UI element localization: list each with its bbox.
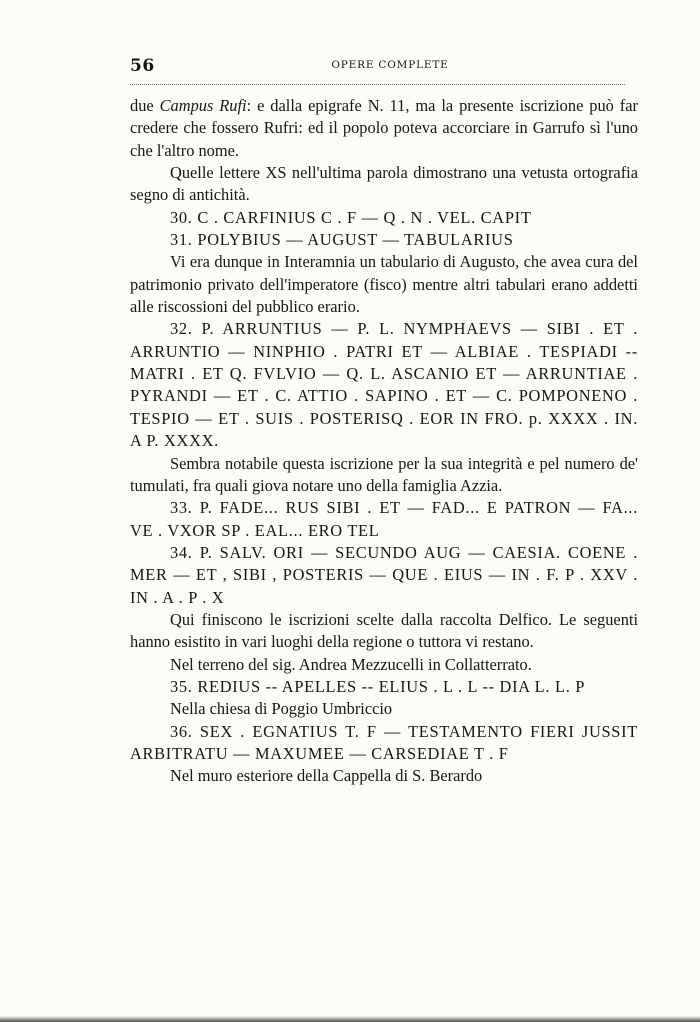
inscription-34: 34. P. SALV. ORI — SECUNDO AUG — CAESIA. COENE . MER — ET , SIBI , POSTERIS — QUE . EIUS — IN . F. P . XXV . IN . A . P . X bbox=[130, 542, 638, 607]
page-number: 56 bbox=[130, 56, 155, 76]
italic-phrase: Campus Rufi bbox=[159, 96, 247, 115]
inscription-33: 33. P. FADE... RUS SIBI . ET — FAD... E PATRON — FA... VE . VXOR SP . EAL... ERO TEL bbox=[130, 498, 638, 540]
running-title: OPERE COMPLETE bbox=[331, 59, 449, 71]
inscription-36: 36. SEX . EGNATIUS T. F — TESTAMENTO FIERI JUSSIT ARBITRATU — MAXUMEE — CARSEDIAE T . F bbox=[130, 721, 638, 763]
paragraph-campus-rufi: due Campus Rufi: e dalla epigrafe N. 11, ma la presente iscrizione può far credere che fossero Rufri: ed il popolo poteva accorciare in Garrufo sì l'uno che l'altro nome. bbox=[130, 96, 638, 160]
scan-bottom-edge bbox=[0, 1016, 700, 1022]
page-header bbox=[130, 56, 630, 80]
paragraph-delfico: Qui finiscono le iscrizioni scelte dalla raccolta Delfico. Le seguenti hanno esistito in vari luoghi della regione o tuttora vi restano. bbox=[130, 609, 638, 652]
inscription-32: 32. P. ARRUNTIUS — P. L. NYMPHAEVS — SIBI . ET . ARRUNTIO — NINPHIO . PATRI ET — ALBIAE . TESPIADI -- MATRI . ET Q. FVLVIO — Q. L. ASCANIO ET — ARRUNTIAE . PYRANDI — ET . C. ATTIO . SAPINO . ET — C. POMPONENO . TESPIO — ET . SUIS . POSTERISQ . EOR IN FRO. p. XXXX . IN. A P. XXXX. bbox=[130, 319, 638, 451]
paragraph-xs-letters: Quelle lettere XS nell'ultima parola dimostrano una vetusta ortografia segno di antichità. bbox=[130, 163, 638, 205]
inscription-35: 35. REDIUS -- APELLES -- ELIUS . L . L -- DIA L. L. P bbox=[170, 676, 586, 696]
paragraph-poggio-umbriccio: Nella chiesa di Poggio Umbriccio bbox=[170, 699, 393, 719]
paragraph-cappella: Nel muro esteriore della Cappella di S. Berardo bbox=[170, 766, 483, 786]
paragraph-mezzucelli: Nel terreno del sig. Andrea Mezzucelli in Collatterrato. bbox=[170, 654, 532, 674]
inscription-31: 31. POLYBIUS — AUGUST — TABULARIUS bbox=[170, 230, 514, 250]
inscription-30: 30. C . CARFINIUS C . F — Q . N . VEL. CAPIT bbox=[170, 207, 532, 227]
paragraph-tabulario: Vi era dunque in Interamnia un tabulario di Augusto, che avea cura del patrimonio privato dell'imperatore (fisco) mentre altri tabulari erano addetti alle riscossioni del pubblico erario. bbox=[130, 252, 638, 317]
body-text bbox=[130, 95, 638, 788]
paragraph-notabile: Sembra notabile questa iscrizione per la sua integrità e pel numero de' tumulati, fra quali giova notare uno della famiglia Azzia. bbox=[130, 453, 638, 495]
header-rule bbox=[130, 84, 625, 85]
